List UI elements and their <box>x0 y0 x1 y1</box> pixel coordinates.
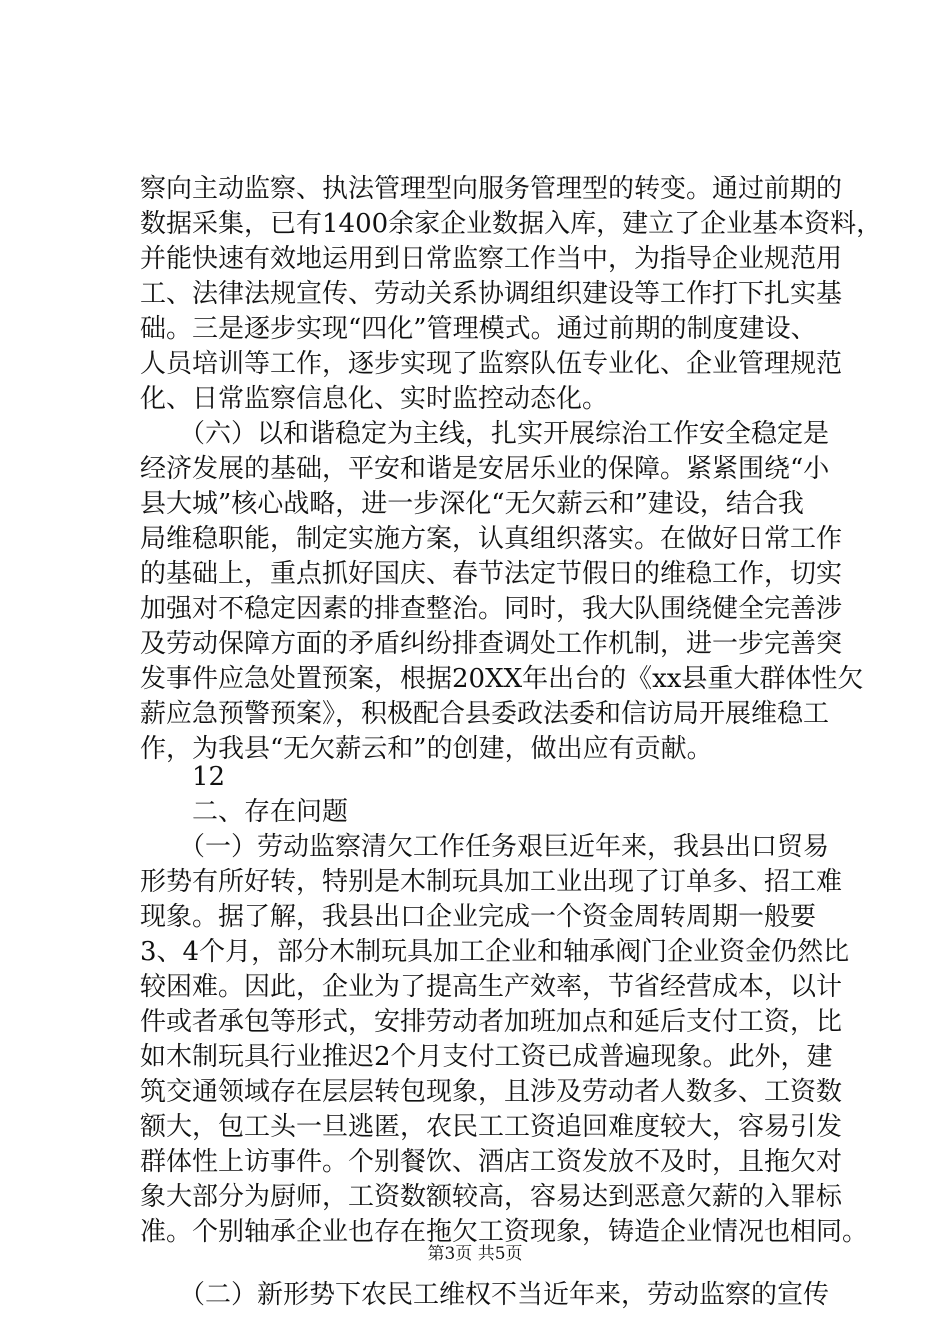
section-heading: 二、存在问题 <box>140 797 349 827</box>
text-line: 如木制玩具行业推迟2个月支付工资已成普遍现象。此外，建 <box>140 1042 833 1072</box>
text-line: 局维稳职能，制定实施方案，认真组织落实。在做好日常工作 <box>140 524 843 554</box>
text-line: 额大，包工头一旦逃匿，农民工工资追回难度较大，容易引发 <box>140 1112 843 1142</box>
page-number-marker: 12 <box>140 762 226 792</box>
text-line: 化、日常监察信息化、实时监控动态化。 <box>140 384 609 414</box>
text-line: 发事件应急处置预案，根据20XX年出台的《xx县重大群体性欠 <box>140 664 864 694</box>
text-line: 薪应急预警预案》，积极配合县委政法委和信访局开展维稳工 <box>140 699 830 729</box>
text-line: 并能快速有效地运用到日常监察工作当中，为指导企业规范用 <box>140 244 843 274</box>
text-line: 经济发展的基础，平安和谐是安居乐业的保障。紧紧围绕“小 <box>140 454 830 484</box>
text-line: 群体性上访事件。个别餐饮、酒店工资发放不及时，且拖欠对 <box>140 1147 843 1177</box>
text-line: 察向主动监察、执法管理型向服务管理型的转变。通过前期的 <box>140 174 843 204</box>
text-line: 准。个别轴承企业也存在拖欠工资现象，铸造企业情况也相同。 <box>140 1217 869 1247</box>
text-line: 3、4个月，部分木制玩具加工企业和轴承阀门企业资金仍然比 <box>140 937 850 967</box>
text-line: 及劳动保障方面的矛盾纠纷排查调处工作机制，进一步完善突 <box>140 629 843 659</box>
text-line: 县大城”核心战略，进一步深化“无欠薪云和”建设，结合我 <box>140 489 804 519</box>
text-line: 作，为我县“无欠薪云和”的创建，做出应有贡献。 <box>140 734 713 764</box>
page-footer: 第3页 共5页 <box>427 1244 523 1264</box>
text-line: 象大部分为厨师，工资数额较高，容易达到恶意欠薪的入罪标 <box>140 1182 843 1212</box>
text-line: 较困难。因此，企业为了提高生产效率，节省经营成本，以计 <box>140 972 843 1002</box>
text-line: 现象。据了解，我县出口企业完成一个资金周转周期一般要 <box>140 902 817 932</box>
text-line: （六）以和谐稳定为主线，扎实开展综治工作安全稳定是 <box>140 419 830 449</box>
text-line: 数据采集，已有1400余家企业数据入库，建立了企业基本资料， <box>140 209 883 239</box>
text-line: 筑交通领域存在层层转包现象，且涉及劳动者人数多、工资数 <box>140 1077 843 1107</box>
text-line: （二）新形势下农民工维权不当近年来，劳动监察的宣传 <box>140 1280 830 1310</box>
text-line: 件或者承包等形式，安排劳动者加班加点和延后支付工资，比 <box>140 1007 843 1037</box>
text-line: 加强对不稳定因素的排查整治。同时，我大队围绕健全完善涉 <box>140 594 843 624</box>
text-line: 形势有所好转，特别是木制玩具加工业出现了订单多、招工难 <box>140 867 843 897</box>
text-line: （一）劳动监察清欠工作任务艰巨近年来，我县出口贸易 <box>140 832 830 862</box>
text-line: 人员培训等工作，逐步实现了监察队伍专业化、企业管理规范 <box>140 349 843 379</box>
text-line: 的基础上，重点抓好国庆、春节法定节假日的维稳工作，切实 <box>140 559 843 589</box>
text-line: 工、法律法规宣传、劳动关系协调组织建设等工作打下扎实基 <box>140 279 843 309</box>
text-line: 础。三是逐步实现“四化”管理模式。通过前期的制度建设、 <box>140 314 817 344</box>
